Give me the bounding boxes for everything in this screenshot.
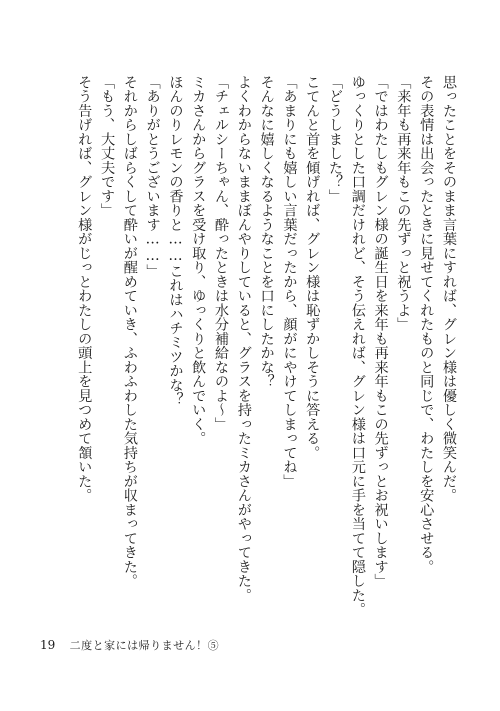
text-line: その表情は出会ったときに見せてくれたものと同じで、わたしを安心させる。 [418, 75, 435, 574]
text-line: 「あまりにも嬉しい言葉だったから、顔がにやけてしまってね」 [281, 75, 298, 489]
text-line: 「ではわたしもグレン様の誕生日を来年も再来年もこの先ずっとお祝いします」 [372, 75, 389, 588]
text-line: 「来年も再来年もこの先ずっと祝うよ」 [395, 75, 412, 332]
text-line: それからしばらくして酔いが醒めていき、ふわふわした気持ちが収まってきた。 [121, 75, 138, 588]
running-title: 二度と家には帰りません！⑤ [69, 639, 220, 652]
text-line: そんなに嬉しくなるようなことを口にしたかな？ [258, 75, 275, 389]
page-footer [40, 638, 219, 653]
text-line: 「ありがとうございます……」 [144, 75, 161, 279]
text-line: ほんのりレモンの香りと……これはハチミツかな？ [167, 75, 184, 407]
vertical-body-text [72, 75, 460, 617]
text-line: よくわからないままぼんやりしていると、グラスを持ったミカさんがやってきた。 [235, 75, 252, 603]
text-line: ミカさんからグラスを受け取り、ゆっくりと飲んでいく。 [190, 75, 207, 446]
text-line: こてんと首を傾げれば、グレン様は恥ずかしそうに答える。 [304, 75, 321, 460]
text-line: 「どうしました？」 [327, 75, 344, 204]
text-line: 「チェルシーちゃん、酔ったときは水分補給なのよ～」 [213, 75, 230, 432]
page-number: 19 [40, 638, 56, 652]
text-line: ゆっくりとした口調だけれど、そう伝えれば、グレン様は口元に手を当てて隠した。 [349, 75, 366, 617]
text-line: 思ったことをそのまま言葉にすれば、グレン様は優しく微笑んだ。 [441, 75, 457, 503]
text-line: 「もう、大丈夫です」 [99, 75, 116, 218]
text-line: そう告げれば、グレン様がじっとわたしの頭上を見つめて頷いた。 [76, 75, 93, 503]
